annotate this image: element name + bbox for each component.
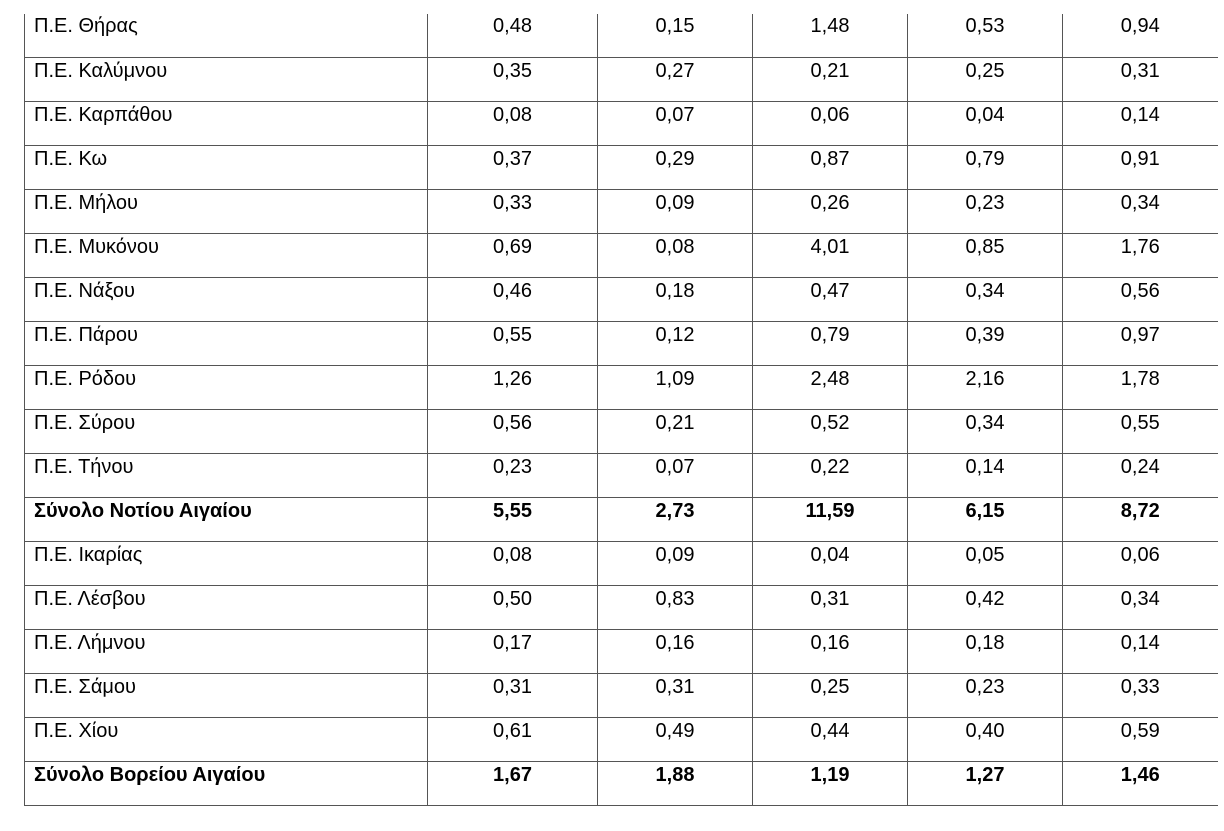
value-cell: 0,56 <box>428 409 598 453</box>
value-cell: 0,55 <box>428 321 598 365</box>
value-cell: 2,73 <box>598 497 753 541</box>
value-cell: 0,05 <box>908 541 1063 585</box>
value-cell: 2,16 <box>908 365 1063 409</box>
value-cell: 1,88 <box>598 761 753 805</box>
value-cell: 0,52 <box>753 409 908 453</box>
region-name-cell: Π.Ε. Μυκόνου <box>25 233 428 277</box>
value-cell: 0,87 <box>753 145 908 189</box>
table-body <box>25 14 1218 805</box>
value-cell: 11,59 <box>753 497 908 541</box>
value-cell: 1,78 <box>1063 365 1218 409</box>
value-cell: 0,31 <box>428 673 598 717</box>
value-cell: 0,37 <box>428 145 598 189</box>
value-cell: 0,46 <box>428 277 598 321</box>
value-cell: 0,34 <box>908 409 1063 453</box>
table-row <box>25 233 1218 277</box>
value-cell: 0,09 <box>598 541 753 585</box>
value-cell: 0,83 <box>598 585 753 629</box>
value-cell: 8,72 <box>1063 497 1218 541</box>
value-cell: 0,18 <box>598 277 753 321</box>
value-cell: 1,76 <box>1063 233 1218 277</box>
value-cell: 0,21 <box>753 57 908 101</box>
region-name-cell: Π.Ε. Λήμνου <box>25 629 428 673</box>
total-label-cell: Σύνολο Βορείου Αιγαίου <box>25 761 428 805</box>
value-cell: 0,23 <box>908 673 1063 717</box>
value-cell: 0,21 <box>598 409 753 453</box>
value-cell: 0,04 <box>908 101 1063 145</box>
value-cell: 0,56 <box>1063 277 1218 321</box>
table-row <box>25 673 1218 717</box>
value-cell: 0,14 <box>1063 629 1218 673</box>
value-cell: 0,40 <box>908 717 1063 761</box>
value-cell: 0,35 <box>428 57 598 101</box>
table-row <box>25 365 1218 409</box>
value-cell: 0,29 <box>598 145 753 189</box>
table-row <box>25 101 1218 145</box>
region-name-cell: Π.Ε. Τήνου <box>25 453 428 497</box>
value-cell: 0,16 <box>753 629 908 673</box>
value-cell: 0,26 <box>753 189 908 233</box>
table-row <box>25 189 1218 233</box>
value-cell: 0,50 <box>428 585 598 629</box>
value-cell: 0,07 <box>598 101 753 145</box>
value-cell: 0,44 <box>753 717 908 761</box>
value-cell: 0,59 <box>1063 717 1218 761</box>
value-cell: 0,25 <box>908 57 1063 101</box>
region-name-cell: Π.Ε. Λέσβου <box>25 585 428 629</box>
value-cell: 1,67 <box>428 761 598 805</box>
region-name-cell: Π.Ε. Χίου <box>25 717 428 761</box>
total-row <box>25 497 1218 541</box>
value-cell: 0,23 <box>428 453 598 497</box>
table-row <box>25 145 1218 189</box>
data-table <box>24 14 1218 806</box>
value-cell: 0,33 <box>428 189 598 233</box>
value-cell: 0,23 <box>908 189 1063 233</box>
region-name-cell: Π.Ε. Πάρου <box>25 321 428 365</box>
region-name-cell: Π.Ε. Νάξου <box>25 277 428 321</box>
value-cell: 0,69 <box>428 233 598 277</box>
value-cell: 0,08 <box>598 233 753 277</box>
value-cell: 0,33 <box>1063 673 1218 717</box>
value-cell: 0,79 <box>753 321 908 365</box>
value-cell: 0,31 <box>598 673 753 717</box>
table-row <box>25 585 1218 629</box>
value-cell: 0,79 <box>908 145 1063 189</box>
value-cell: 0,91 <box>1063 145 1218 189</box>
table-row <box>25 277 1218 321</box>
value-cell: 0,08 <box>428 541 598 585</box>
value-cell: 0,49 <box>598 717 753 761</box>
value-cell: 6,15 <box>908 497 1063 541</box>
table-row <box>25 717 1218 761</box>
value-cell: 1,19 <box>753 761 908 805</box>
table-row <box>25 541 1218 585</box>
region-name-cell: Π.Ε. Καρπάθου <box>25 101 428 145</box>
value-cell: 1,48 <box>753 14 908 57</box>
value-cell: 1,26 <box>428 365 598 409</box>
value-cell: 0,25 <box>753 673 908 717</box>
value-cell: 0,85 <box>908 233 1063 277</box>
value-cell: 0,04 <box>753 541 908 585</box>
region-name-cell: Π.Ε. Καλύμνου <box>25 57 428 101</box>
value-cell: 0,22 <box>753 453 908 497</box>
value-cell: 0,06 <box>1063 541 1218 585</box>
total-row <box>25 761 1218 805</box>
value-cell: 0,17 <box>428 629 598 673</box>
value-cell: 0,61 <box>428 717 598 761</box>
value-cell: 0,14 <box>908 453 1063 497</box>
value-cell: 0,97 <box>1063 321 1218 365</box>
value-cell: 1,09 <box>598 365 753 409</box>
value-cell: 0,47 <box>753 277 908 321</box>
value-cell: 0,06 <box>753 101 908 145</box>
value-cell: 0,08 <box>428 101 598 145</box>
value-cell: 0,31 <box>753 585 908 629</box>
region-name-cell: Π.Ε. Ρόδου <box>25 365 428 409</box>
value-cell: 0,31 <box>1063 57 1218 101</box>
value-cell: 0,18 <box>908 629 1063 673</box>
region-name-cell: Π.Ε. Ικαρίας <box>25 541 428 585</box>
value-cell: 0,42 <box>908 585 1063 629</box>
region-name-cell: Π.Ε. Κω <box>25 145 428 189</box>
value-cell: 0,24 <box>1063 453 1218 497</box>
value-cell: 1,46 <box>1063 761 1218 805</box>
table-row <box>25 453 1218 497</box>
total-label-cell: Σύνολο Νοτίου Αιγαίου <box>25 497 428 541</box>
value-cell: 0,39 <box>908 321 1063 365</box>
value-cell: 0,94 <box>1063 14 1218 57</box>
value-cell: 0,12 <box>598 321 753 365</box>
value-cell: 0,53 <box>908 14 1063 57</box>
table-row <box>25 409 1218 453</box>
value-cell: 0,34 <box>1063 585 1218 629</box>
value-cell: 0,07 <box>598 453 753 497</box>
value-cell: 0,16 <box>598 629 753 673</box>
table-row <box>25 321 1218 365</box>
value-cell: 0,34 <box>908 277 1063 321</box>
value-cell: 0,27 <box>598 57 753 101</box>
value-cell: 0,34 <box>1063 189 1218 233</box>
value-cell: 4,01 <box>753 233 908 277</box>
region-name-cell: Π.Ε. Μήλου <box>25 189 428 233</box>
value-cell: 5,55 <box>428 497 598 541</box>
table-row <box>25 14 1218 57</box>
region-name-cell: Π.Ε. Σάμου <box>25 673 428 717</box>
region-name-cell: Π.Ε. Θήρας <box>25 14 428 57</box>
value-cell: 1,27 <box>908 761 1063 805</box>
value-cell: 0,15 <box>598 14 753 57</box>
region-name-cell: Π.Ε. Σύρου <box>25 409 428 453</box>
table-row <box>25 57 1218 101</box>
value-cell: 0,48 <box>428 14 598 57</box>
value-cell: 0,55 <box>1063 409 1218 453</box>
table-row <box>25 629 1218 673</box>
value-cell: 0,14 <box>1063 101 1218 145</box>
value-cell: 2,48 <box>753 365 908 409</box>
value-cell: 0,09 <box>598 189 753 233</box>
